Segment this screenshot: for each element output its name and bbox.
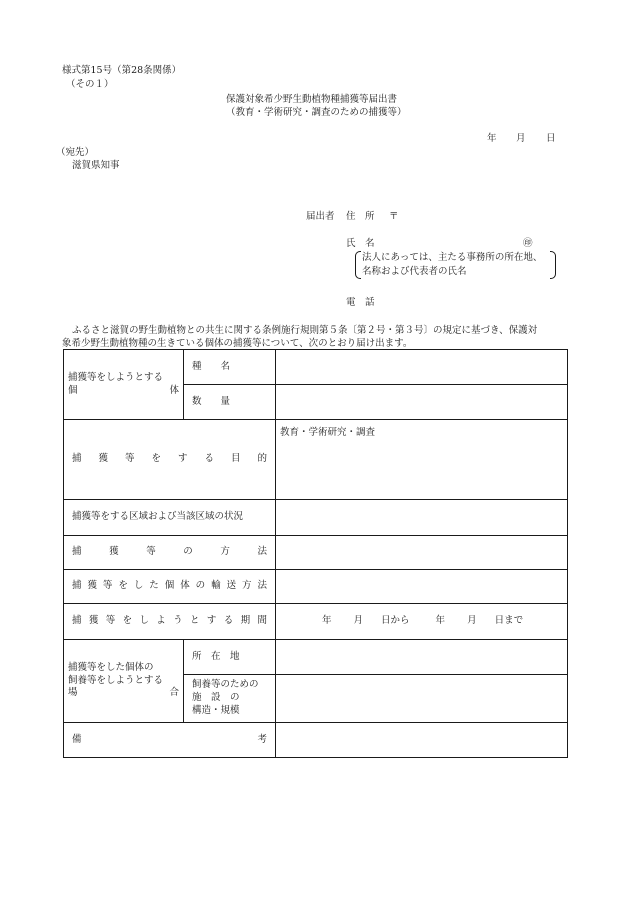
location-label: 所 在 地 (184, 640, 276, 675)
corp-note-bracket-left (355, 251, 361, 279)
addressee-label: （宛先） (56, 147, 95, 158)
period-field[interactable] (276, 604, 568, 640)
species-field[interactable] (276, 350, 568, 385)
purpose-value: 教育・学術研究・調査 (280, 427, 376, 438)
transport-label: 捕獲等をした個体の輸送方法 (72, 580, 267, 592)
purpose-field[interactable] (276, 420, 568, 500)
facility-label-line3: 構造・規模 (192, 704, 240, 716)
period-from-suffix: 日から (381, 615, 410, 627)
area-field[interactable] (276, 500, 568, 536)
seal-mark: ㊞ (523, 238, 533, 249)
table-row-period (64, 604, 568, 640)
corp-note-bracket-right (550, 251, 556, 279)
method-label: 捕獲等の方法 (72, 546, 267, 558)
individual-label-line2: 個 体 (68, 384, 179, 396)
address-label: 住 所 (346, 211, 375, 222)
rearing-label-cell (64, 640, 184, 723)
table-row-remarks (64, 723, 568, 758)
sub-number: （その１） (66, 79, 114, 90)
purpose-label: 捕獲等をする目的 (72, 453, 267, 465)
body-text-line2: 象希少野生動植物種の生きている個体の捕獲等について、次のとおり届け出ます。 (62, 338, 413, 349)
table-row-method (64, 536, 568, 570)
addressee: 滋賀県知事 (72, 160, 120, 171)
table-row-area (64, 500, 568, 536)
table-row-purpose (64, 420, 568, 500)
area-label: 捕獲等をする区域および当該区域の状況 (64, 500, 276, 536)
period-from-year: 年 (322, 615, 332, 627)
name-label: 氏 名 (346, 238, 375, 249)
postal-mark: 〒 (389, 211, 399, 222)
count-label: 数 量 (184, 385, 276, 420)
period-to-year: 年 (435, 615, 446, 627)
transport-label-cell (64, 570, 276, 604)
individual-label-cell (64, 350, 184, 420)
period-to-suffix: 日まで (494, 615, 524, 627)
period-label: 捕獲等をしようとする期間 (72, 615, 267, 627)
date-year-label: 年 (487, 133, 497, 144)
facility-label-line1: 飼養等のための (192, 679, 259, 691)
method-label-cell (64, 536, 276, 570)
period-label-cell (64, 604, 276, 640)
body-text-line1: ふるさと滋賀の野生動植物との共生に関する条例施行規則第５条〔第２号・第３号〕の規定に基づき、保護対 (72, 325, 538, 336)
period-to-month: 月 (467, 615, 477, 627)
species-label: 種 名 (184, 350, 276, 385)
count-field[interactable] (276, 385, 568, 420)
remarks-label-cell (64, 723, 276, 758)
transport-field[interactable] (276, 570, 568, 604)
rearing-label-line1: 捕獲等をした個体の (68, 661, 154, 673)
remarks-label: 備 考 (72, 733, 267, 745)
purpose-label-cell (64, 420, 276, 500)
table-row-species (64, 350, 568, 385)
table-row-transport (64, 570, 568, 604)
phone-label: 電 話 (346, 297, 375, 308)
form-table (63, 349, 568, 758)
rearing-label-line3: 場 合 (68, 687, 179, 699)
period-from-month: 月 (353, 615, 364, 627)
facility-label-cell (184, 675, 276, 723)
facility-field[interactable] (276, 675, 568, 723)
form-subtitle: （教育・学術研究・調査のための捕獲等） (226, 107, 407, 118)
form-number: 様式第15号（第28条関係） (62, 65, 182, 76)
date-month-label: 月 (516, 133, 526, 144)
rearing-label-line2: 飼養等をしようとする (68, 674, 164, 686)
remarks-field[interactable] (276, 723, 568, 758)
form-title: 保護対象希少野生動植物種捕獲等届出書 (226, 94, 398, 105)
table-row-rearing-location (64, 640, 568, 675)
date-day-label: 日 (546, 133, 556, 144)
corp-note-line1: 法人にあっては、主たる事務所の所在地、 (362, 252, 543, 263)
method-field[interactable] (276, 536, 568, 570)
corp-note-line2: 名称および代表者の氏名 (362, 266, 467, 277)
location-field[interactable] (276, 640, 568, 675)
facility-label-line2: 施 設 の (192, 692, 240, 704)
individual-label-line1: 捕獲等をしようとする (68, 371, 164, 383)
applicant-role: 届出者 (306, 211, 335, 222)
